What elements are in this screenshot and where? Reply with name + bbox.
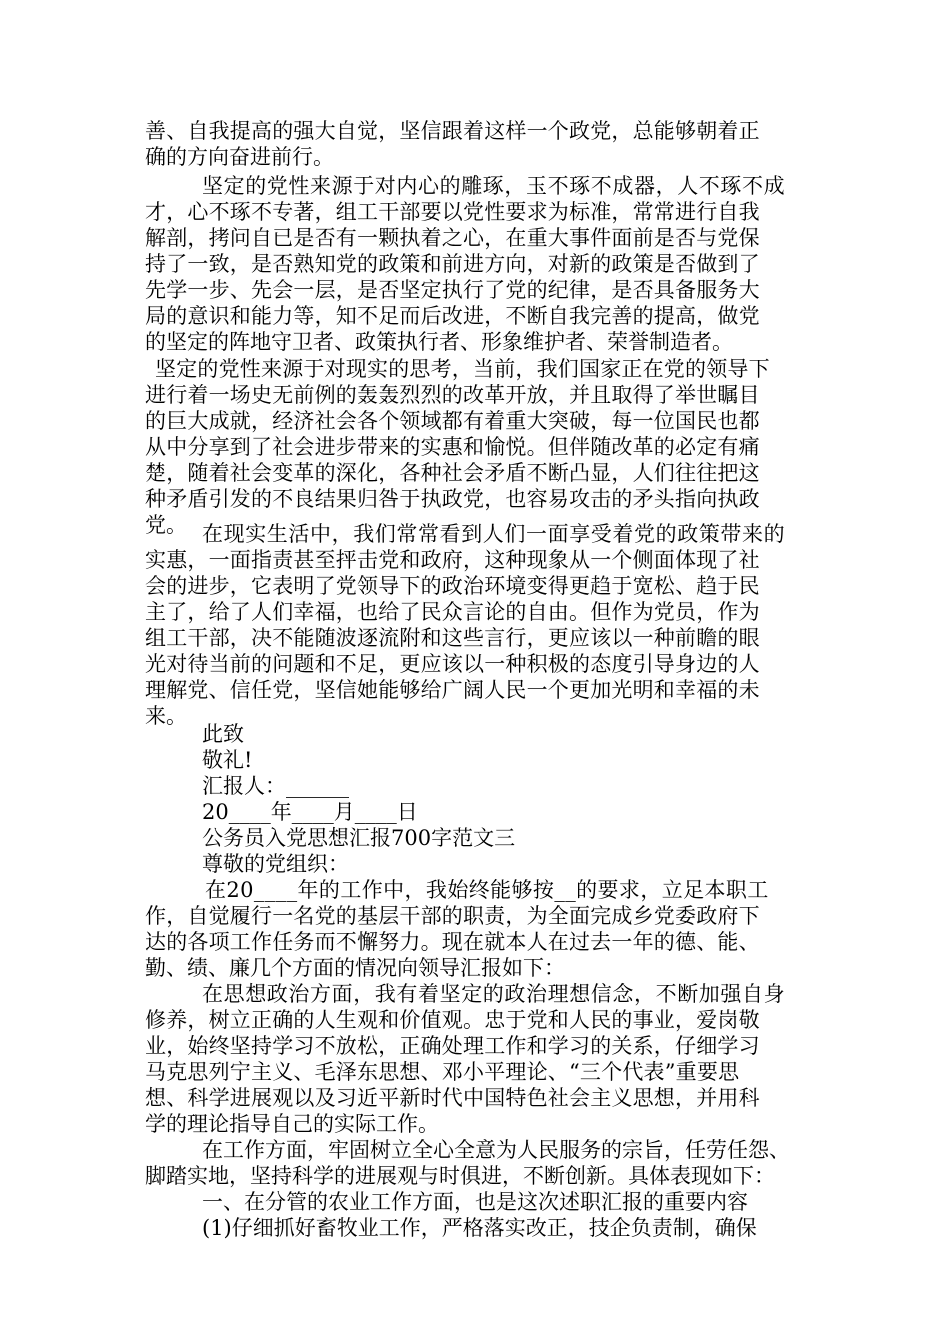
text-line: 党。 — [145, 513, 187, 537]
text-line: 达的各项工作任务而不懈努力。现在就本人在过去一年的德、能、 — [145, 930, 760, 954]
text-line: 实惠，一面指责甚至抨击党和政府，这种现象从一个侧面体现了社 — [145, 548, 760, 572]
text-line: 的巨大成就，经济社会各个领域都有着重大突破，每一位国民也都 — [145, 409, 760, 433]
text-line: 善、自我提高的强大自觉，坚信跟着这样一个政党，总能够朝着正 — [145, 119, 760, 143]
text-line: 光对待当前的问题和不足，更应该以一种积极的态度引导身边的人 — [145, 652, 760, 676]
text-line: 理解党、信任党，坚信她能够给广阔人民一个更加光明和幸福的未 — [145, 678, 760, 702]
text-line: 进行着一场史无前例的轰轰烈烈的改革开放，并且取得了举世瞩目 — [145, 383, 760, 407]
text-line: 的坚定的阵地守卫者、政策执行者、形象维护者、荣誉制造者。 — [145, 330, 733, 354]
text-line: 组工干部，决不能随波逐流附和这些言行，更应该以一种前瞻的眼 — [145, 626, 760, 650]
reporter-line: 汇报人：______ — [202, 774, 349, 798]
text-line: 马克思列宁主义、毛泽东思想、邓小平理论、“三个代表”重要思 — [145, 1060, 740, 1084]
text-line: 修养，树立正确的人生观和价值观。忠于党和人民的事业，爱岗敬 — [145, 1008, 760, 1032]
text-line: 坚定的党性来源于对内心的雕琢，玉不琢不成器，人不琢不成 — [202, 174, 786, 198]
greeting-line: 尊敬的党组织： — [202, 852, 349, 876]
text-line: 楚，随着社会变革的深化，各种社会矛盾不断凸显，人们往往把这 — [145, 461, 760, 485]
text-line: 脚踏实地，坚持科学的进展观与时俱进，不断创新。具体表现如下： — [145, 1164, 775, 1188]
text-line: 在20____年的工作中，我始终能够按__的要求，立足本职工 — [205, 878, 769, 902]
text-line: 在现实生活中，我们常常看到人们一面享受着党的政策带来的 — [202, 522, 786, 546]
text-line: 在思想政治方面，我有着坚定的政治理想信念，不断加强自身 — [202, 982, 786, 1006]
date-line: 20____年____月____日 — [202, 800, 418, 824]
text-line: 会的进步，它表明了党领导下的政治环境变得更趋于宽松、趋于民 — [145, 574, 760, 598]
text-line: 想、科学进展观以及习近平新时代中国特色社会主义思想，并用科 — [145, 1086, 760, 1110]
text-line: 学的理论指导自己的实际工作。 — [145, 1112, 439, 1136]
text-line: 勤、绩、廉几个方面的情况向领导汇报如下： — [145, 956, 565, 980]
text-line: 业，始终坚持学习不放松，正确处理工作和学习的关系，仔细学习 — [145, 1034, 760, 1058]
text-line: 坚定的党性来源于对现实的思考，当前，我们国家正在党的领导下 — [155, 357, 770, 381]
salutation-line: 此致 — [202, 722, 244, 746]
text-line: 才，心不琢不专著，组工干部要以党性要求为标准，常常进行自我 — [145, 200, 760, 224]
text-line: 持了一致，是否熟知党的政策和前进方向，对新的政策是否做到了 — [145, 252, 760, 276]
section-title: 公务员入党思想汇报700字范文三 — [202, 826, 516, 850]
text-line: 作，自觉履行一名党的基层干部的职责，为全面完成乡党委政府下 — [145, 904, 760, 928]
text-line: 在工作方面，牢固树立全心全意为人民服务的宗旨，任劳任怨、 — [202, 1138, 790, 1162]
text-line: 种矛盾引发的不良结果归咎于执政党，也容易攻击的矛头指向执政 — [145, 487, 760, 511]
text-line: (1)仔细抓好畜牧业工作，严格落实改正，技企负责制，确保 — [202, 1216, 757, 1240]
text-line: 解剖，拷问自已是否有一颗执着之心，在重大事件面前是否与党保 — [145, 226, 760, 250]
text-line: 确的方向奋进前行。 — [145, 145, 334, 169]
text-line: 一、在分管的农业工作方面，也是这次述职汇报的重要内容 — [202, 1190, 748, 1214]
text-line: 主了，给了人们幸福，也给了民众言论的自由。但作为党员，作为 — [145, 600, 760, 624]
text-line: 先学一步、先会一层，是否坚定执行了党的纪律，是否具备服务大 — [145, 278, 760, 302]
text-line: 局的意识和能力等，知不足而后改进，不断自我完善的提高，做党 — [145, 304, 760, 328]
salutation-line: 敬礼! — [202, 748, 253, 772]
text-line: 从中分享到了社会进步带来的实惠和愉悦。但伴随改革的必定有痛 — [145, 435, 760, 459]
text-line: 来。 — [145, 704, 187, 728]
